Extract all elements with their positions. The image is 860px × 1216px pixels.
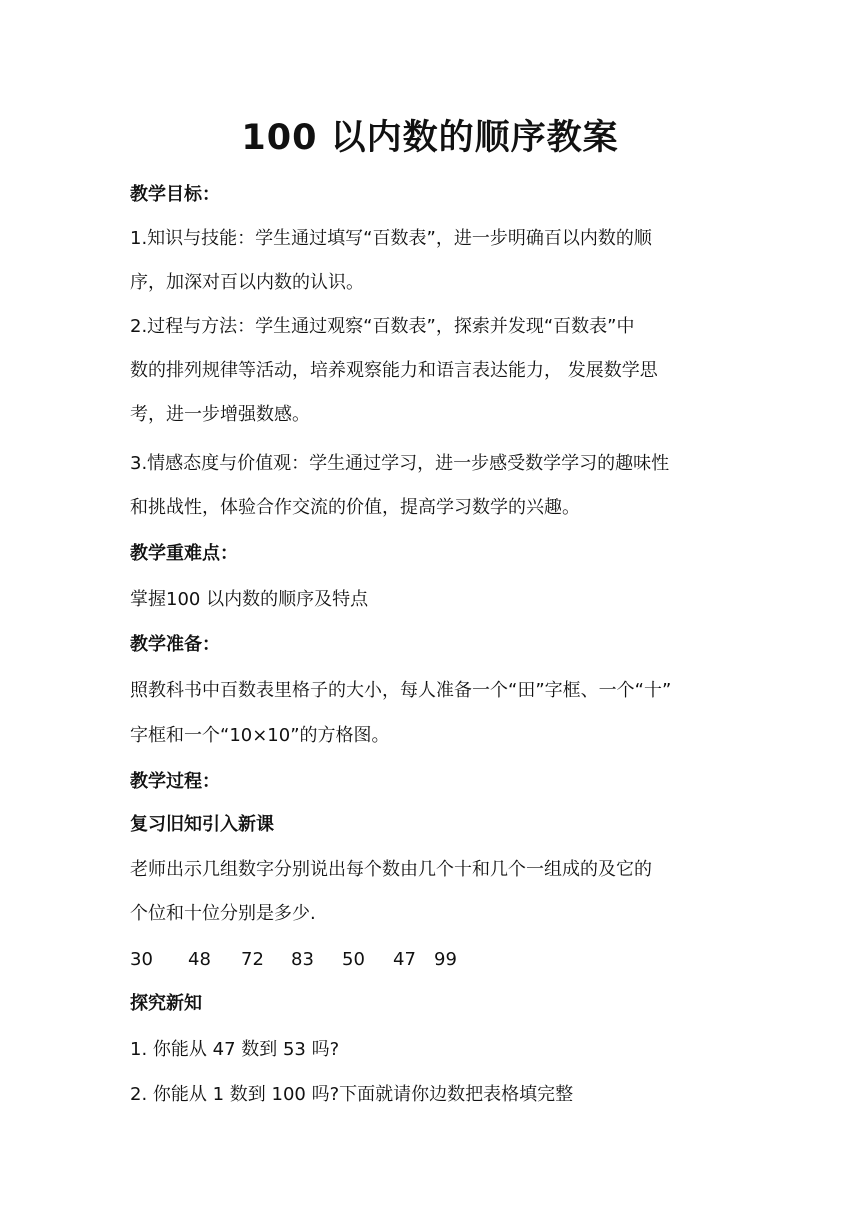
preparation-heading: 教学准备： bbox=[130, 634, 220, 655]
number-item: 83 bbox=[291, 949, 314, 970]
objective-2-line-1: 2.过程与方法：学生通过观察“百数表”，探索并发现“百数表”中 bbox=[130, 316, 635, 337]
number-item: 30 bbox=[130, 949, 153, 970]
objective-3-line-2: 和挑战性，体验合作交流的价值，提高学习数学的兴趣。 bbox=[130, 497, 580, 518]
review-heading: 复习旧知引入新课 bbox=[130, 814, 274, 835]
objective-1-line-1: 1.知识与技能：学生通过填写“百数表”，进一步明确百以内数的顺 bbox=[130, 228, 652, 249]
preparation-line-1: 照教科书中百数表里格子的大小，每人准备一个“田”字框、一个“十” bbox=[130, 680, 672, 701]
explore-heading: 探究新知 bbox=[130, 993, 202, 1014]
preparation-line-2: 字框和一个“10×10”的方格图。 bbox=[130, 725, 390, 746]
number-list bbox=[130, 946, 740, 974]
explore-item-1: 1. 你能从 47 数到 53 吗? bbox=[130, 1039, 340, 1060]
explore-item-2: 2. 你能从 1 数到 100 吗?下面就请你边数把表格填完整 bbox=[130, 1084, 574, 1105]
document-title: 100 以内数的顺序教案 bbox=[241, 118, 619, 158]
objective-3-line-1: 3.情感态度与价值观：学生通过学习，进一步感受数学学习的趣味性 bbox=[130, 453, 670, 474]
objective-1-line-2: 序，加深对百以内数的认识。 bbox=[130, 272, 364, 293]
number-item: 99 bbox=[434, 949, 457, 970]
objectives-heading: 教学目标： bbox=[130, 184, 220, 205]
review-line-2: 个位和十位分别是多少. bbox=[130, 903, 316, 924]
number-item: 50 bbox=[342, 949, 365, 970]
key-points-heading: 教学重难点： bbox=[130, 543, 238, 564]
objective-2-line-2: 数的排列规律等活动，培养观察能力和语言表达能力， 发展数学思 bbox=[130, 360, 658, 381]
number-item: 47 bbox=[393, 949, 416, 970]
key-points-text: 掌握100 以内数的顺序及特点 bbox=[130, 589, 369, 610]
objective-2-line-3: 考，进一步增强数感。 bbox=[130, 404, 310, 425]
process-heading: 教学过程： bbox=[130, 771, 220, 792]
number-item: 72 bbox=[241, 949, 264, 970]
number-item: 48 bbox=[188, 949, 211, 970]
review-line-1: 老师出示几组数字分别说出每个数由几个十和几个一组成的及它的 bbox=[130, 859, 652, 880]
